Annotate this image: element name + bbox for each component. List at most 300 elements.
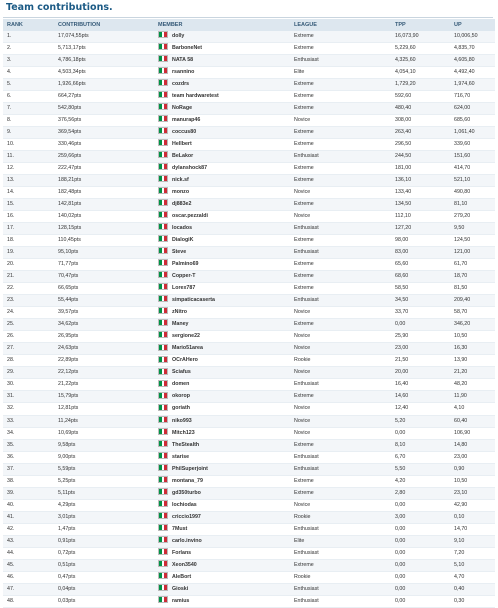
- up-cell: 14,80: [450, 439, 495, 451]
- contribution-cell: 9,00pts: [54, 451, 154, 463]
- up-cell: 9,10: [450, 535, 495, 547]
- contribution-cell: 188,21pts: [54, 175, 154, 187]
- contribution-cell: 369,54pts: [54, 127, 154, 139]
- contribution-cell: 376,56pts: [54, 115, 154, 127]
- member-link[interactable]: [154, 295, 290, 307]
- member-link[interactable]: [154, 403, 290, 415]
- member-name[interactable]: Hellbert: [172, 141, 192, 148]
- member-name[interactable]: sergione22: [172, 333, 200, 340]
- table-row: [3, 55, 495, 67]
- league-cell: Extreme: [290, 559, 391, 571]
- contribution-cell: 17,074,55pts: [54, 31, 154, 43]
- member-link[interactable]: [154, 499, 290, 511]
- table-row: [3, 427, 495, 439]
- league-cell: Rookie: [290, 355, 391, 367]
- league-cell: Enthusiast: [290, 151, 391, 163]
- up-cell: 48,20: [450, 379, 495, 391]
- contribution-cell: 142,81pts: [54, 199, 154, 211]
- member-link[interactable]: [154, 583, 290, 595]
- league-cell: Novice: [290, 367, 391, 379]
- member-link[interactable]: [154, 451, 290, 463]
- member-name[interactable]: simpaticacaserta: [172, 297, 215, 304]
- column-header-contribution[interactable]: CONTRIBUTION: [54, 19, 154, 31]
- up-cell: 346,20: [450, 319, 495, 331]
- italy-flag-icon: [158, 584, 168, 591]
- league-cell: Novice: [290, 211, 391, 223]
- member-name[interactable]: AleBort: [172, 573, 192, 580]
- contribution-cell: 5,59pts: [54, 463, 154, 475]
- up-cell: 4,605,80: [450, 55, 495, 67]
- member-link[interactable]: [154, 199, 290, 211]
- rank-cell: 1.: [3, 31, 54, 43]
- table-row: [3, 559, 495, 571]
- member-name[interactable]: oscar.pezzaldi: [172, 213, 208, 220]
- contribution-cell: 5,713,17pts: [54, 43, 154, 55]
- contribution-cell: 330,46pts: [54, 139, 154, 151]
- member-link[interactable]: [154, 271, 290, 283]
- tpp-cell: 0,00: [391, 427, 450, 439]
- tpp-cell: 0,00: [391, 319, 450, 331]
- member-name[interactable]: NATA 58: [172, 57, 194, 64]
- table-row: [3, 235, 495, 247]
- member-link[interactable]: [154, 463, 290, 475]
- member-name[interactable]: dj883e2: [172, 201, 192, 208]
- member-name[interactable]: Copper-T: [172, 273, 196, 280]
- italy-flag-icon: [158, 404, 168, 411]
- member-name[interactable]: locados: [172, 225, 193, 232]
- rank-cell: 46.: [3, 571, 54, 583]
- member-name[interactable]: Mitch123: [172, 429, 195, 436]
- up-cell: 60,40: [450, 415, 495, 427]
- table-row: [3, 331, 495, 343]
- league-cell: Extreme: [290, 475, 391, 487]
- league-cell: Extreme: [290, 199, 391, 211]
- table-row: [3, 319, 495, 331]
- tpp-cell: 4,20: [391, 475, 450, 487]
- member-link[interactable]: [154, 115, 290, 127]
- italy-flag-icon: [158, 319, 168, 326]
- rank-cell: 13.: [3, 175, 54, 187]
- member-link[interactable]: [154, 139, 290, 151]
- member-name[interactable]: BeLakor: [172, 153, 194, 160]
- table-row: [3, 499, 495, 511]
- rank-cell: 2.: [3, 43, 54, 55]
- member-link[interactable]: [154, 547, 290, 559]
- table-row: [3, 139, 495, 151]
- italy-flag-icon: [158, 452, 168, 459]
- member-name[interactable]: Maney: [172, 321, 189, 328]
- member-name[interactable]: cozdrs: [172, 81, 190, 88]
- member-link[interactable]: [154, 79, 290, 91]
- table-row: [3, 91, 495, 103]
- table-row: [3, 475, 495, 487]
- rank-cell: 42.: [3, 523, 54, 535]
- member-name[interactable]: monzo: [172, 189, 190, 196]
- rank-cell: 41.: [3, 511, 54, 523]
- column-header-member[interactable]: MEMBER: [154, 19, 290, 31]
- tpp-cell: 16,073,90: [391, 31, 450, 43]
- league-cell: Enthusiast: [290, 523, 391, 535]
- member-name[interactable]: Forlans: [172, 549, 192, 556]
- italy-flag-icon: [158, 175, 168, 182]
- league-cell: Extreme: [290, 127, 391, 139]
- tpp-cell: 20,00: [391, 367, 450, 379]
- up-cell: 106,90: [450, 427, 495, 439]
- member-link[interactable]: [154, 55, 290, 67]
- table-row: [3, 115, 495, 127]
- member-name[interactable]: Palmino69: [172, 261, 199, 268]
- tpp-cell: 14,60: [391, 391, 450, 403]
- tpp-cell: 244,50: [391, 151, 450, 163]
- contribution-cell: 95,10pts: [54, 247, 154, 259]
- league-cell: Enthusiast: [290, 463, 391, 475]
- up-cell: 1,974,60: [450, 79, 495, 91]
- member-name[interactable]: TheStealth: [172, 441, 200, 448]
- up-cell: 0,30: [450, 595, 495, 607]
- member-name[interactable]: Xeon3540: [172, 561, 197, 568]
- rank-cell: 29.: [3, 367, 54, 379]
- tpp-cell: 0,00: [391, 535, 450, 547]
- italy-flag-icon: [158, 103, 168, 110]
- page-title: Team contributions.: [6, 2, 113, 13]
- member-name[interactable]: Lorex787: [172, 285, 196, 292]
- rank-cell: 8.: [3, 115, 54, 127]
- member-link[interactable]: [154, 43, 290, 55]
- member-link[interactable]: [154, 235, 290, 247]
- member-name[interactable]: niko993: [172, 417, 192, 424]
- member-link[interactable]: [154, 247, 290, 259]
- up-cell: 18,70: [450, 271, 495, 283]
- rank-cell: 37.: [3, 463, 54, 475]
- league-cell: Enthusiast: [290, 247, 391, 259]
- table-row: [3, 283, 495, 295]
- rank-cell: 7.: [3, 103, 54, 115]
- member-link[interactable]: [154, 67, 290, 79]
- member-name[interactable]: manurap46: [172, 117, 201, 124]
- tpp-cell: 4,325,60: [391, 55, 450, 67]
- tpp-cell: 3,00: [391, 511, 450, 523]
- member-link[interactable]: [154, 211, 290, 223]
- contribution-cell: 15,79pts: [54, 391, 154, 403]
- member-link[interactable]: [154, 427, 290, 439]
- contribution-cell: 140,02pts: [54, 211, 154, 223]
- table-row: [3, 595, 495, 607]
- tpp-cell: 2,80: [391, 487, 450, 499]
- member-link[interactable]: [154, 475, 290, 487]
- member-link[interactable]: [154, 487, 290, 499]
- up-cell: 414,70: [450, 163, 495, 175]
- italy-flag-icon: [158, 79, 168, 86]
- table-row: [3, 151, 495, 163]
- member-link[interactable]: [154, 307, 290, 319]
- column-header-rank[interactable]: RANK: [3, 19, 54, 31]
- rank-cell: 32.: [3, 403, 54, 415]
- table-row: [3, 583, 495, 595]
- table-row: [3, 247, 495, 259]
- contribution-cell: 10,69pts: [54, 427, 154, 439]
- contribution-cell: 1,926,66pts: [54, 79, 154, 91]
- table-row: [3, 103, 495, 115]
- up-cell: 5,10: [450, 559, 495, 571]
- table-row: [3, 535, 495, 547]
- member-name[interactable]: goriath: [172, 405, 190, 412]
- member-link[interactable]: [154, 559, 290, 571]
- rank-cell: 34.: [3, 427, 54, 439]
- member-link[interactable]: [154, 127, 290, 139]
- up-cell: 624,00: [450, 103, 495, 115]
- tpp-cell: 34,50: [391, 295, 450, 307]
- table-row: [3, 211, 495, 223]
- member-name[interactable]: OCrAHero: [172, 357, 198, 364]
- member-link[interactable]: [154, 223, 290, 235]
- tpp-cell: 1,729,20: [391, 79, 450, 91]
- league-cell: Extreme: [290, 487, 391, 499]
- up-cell: 0,90: [450, 463, 495, 475]
- table-row: [3, 415, 495, 427]
- rank-cell: 45.: [3, 559, 54, 571]
- member-name[interactable]: Steve: [172, 249, 187, 256]
- rank-cell: 33.: [3, 415, 54, 427]
- up-cell: 521,10: [450, 175, 495, 187]
- tpp-cell: 480,40: [391, 103, 450, 115]
- league-cell: Novice: [290, 187, 391, 199]
- member-link[interactable]: [154, 151, 290, 163]
- member-name[interactable]: Sciafus: [172, 369, 191, 376]
- member-link[interactable]: [154, 331, 290, 343]
- member-link[interactable]: [154, 259, 290, 271]
- italy-flag-icon: [158, 500, 168, 507]
- tpp-cell: 592,60: [391, 91, 450, 103]
- member-name[interactable]: lochiodas: [172, 501, 197, 508]
- italy-flag-icon: [158, 91, 168, 98]
- table-row: [3, 79, 495, 91]
- contribution-cell: 5,25pts: [54, 475, 154, 487]
- up-cell: 11,90: [450, 391, 495, 403]
- contribution-cell: 4,786,18pts: [54, 55, 154, 67]
- up-cell: 23,00: [450, 451, 495, 463]
- league-cell: Novice: [290, 115, 391, 127]
- rank-cell: 15.: [3, 199, 54, 211]
- up-cell: 4,70: [450, 571, 495, 583]
- italy-flag-icon: [158, 416, 168, 423]
- member-name[interactable]: 7Must: [172, 525, 188, 532]
- italy-flag-icon: [158, 271, 168, 278]
- member-link[interactable]: [154, 283, 290, 295]
- member-link[interactable]: [154, 175, 290, 187]
- table-row: [3, 295, 495, 307]
- contribution-cell: 22,12pts: [54, 367, 154, 379]
- member-link[interactable]: [154, 535, 290, 547]
- league-cell: Extreme: [290, 79, 391, 91]
- tpp-cell: 127,20: [391, 223, 450, 235]
- rank-cell: 25.: [3, 319, 54, 331]
- up-cell: 81,50: [450, 283, 495, 295]
- member-name[interactable]: Gioski: [172, 585, 189, 592]
- up-cell: 10,50: [450, 475, 495, 487]
- up-cell: 16,30: [450, 343, 495, 355]
- rank-cell: 31.: [3, 391, 54, 403]
- member-name[interactable]: gd350turbo: [172, 489, 201, 496]
- table-row: [3, 439, 495, 451]
- league-cell: Enthusiast: [290, 295, 391, 307]
- italy-flag-icon: [158, 331, 168, 338]
- member-link[interactable]: [154, 103, 290, 115]
- up-cell: 0,10: [450, 511, 495, 523]
- rank-cell: 5.: [3, 79, 54, 91]
- contribution-cell: 66,65pts: [54, 283, 154, 295]
- tpp-cell: 5,50: [391, 463, 450, 475]
- league-cell: Extreme: [290, 43, 391, 55]
- league-cell: Extreme: [290, 175, 391, 187]
- member-name[interactable]: DialogiK: [172, 237, 194, 244]
- league-cell: Extreme: [290, 259, 391, 271]
- member-name[interactable]: dylanshock87: [172, 165, 208, 172]
- member-link[interactable]: [154, 595, 290, 607]
- league-cell: Novice: [290, 307, 391, 319]
- tpp-cell: 8,10: [391, 439, 450, 451]
- member-link[interactable]: [154, 379, 290, 391]
- league-cell: Novice: [290, 343, 391, 355]
- league-cell: Extreme: [290, 31, 391, 43]
- rank-cell: 19.: [3, 247, 54, 259]
- italy-flag-icon: [158, 43, 168, 50]
- member-link[interactable]: [154, 523, 290, 535]
- italy-flag-icon: [158, 199, 168, 206]
- member-link[interactable]: [154, 511, 290, 523]
- member-name[interactable]: starise: [172, 453, 190, 460]
- member-name[interactable]: NoRage: [172, 105, 193, 112]
- column-header-tpp[interactable]: TPP: [391, 19, 450, 31]
- member-name[interactable]: nick.sf: [172, 177, 189, 184]
- tpp-cell: 65,60: [391, 259, 450, 271]
- member-link[interactable]: [154, 391, 290, 403]
- league-cell: Elite: [290, 535, 391, 547]
- contribution-cell: 259,66pts: [54, 151, 154, 163]
- table-row: [3, 343, 495, 355]
- contribution-cell: 3,01pts: [54, 511, 154, 523]
- column-header-up[interactable]: UP: [450, 19, 495, 31]
- league-cell: Extreme: [290, 91, 391, 103]
- italy-flag-icon: [158, 380, 168, 387]
- member-link[interactable]: [154, 163, 290, 175]
- rank-cell: 28.: [3, 355, 54, 367]
- member-name[interactable]: PhilSuperjoint: [172, 465, 208, 472]
- up-cell: 151,60: [450, 151, 495, 163]
- member-link[interactable]: [154, 415, 290, 427]
- italy-flag-icon: [158, 259, 168, 266]
- league-cell: Elite: [290, 67, 391, 79]
- tpp-cell: 5,229,60: [391, 43, 450, 55]
- tpp-cell: 23,00: [391, 343, 450, 355]
- italy-flag-icon: [158, 368, 168, 375]
- member-name[interactable]: zNitro: [172, 309, 188, 316]
- member-name[interactable]: okorop: [172, 393, 190, 400]
- table-row: [3, 199, 495, 211]
- italy-flag-icon: [158, 548, 168, 555]
- member-name[interactable]: montana_79: [172, 477, 203, 484]
- member-name[interactable]: domen: [172, 381, 190, 388]
- member-link[interactable]: [154, 571, 290, 583]
- italy-flag-icon: [158, 428, 168, 435]
- up-cell: 58,70: [450, 307, 495, 319]
- member-link[interactable]: [154, 187, 290, 199]
- rank-cell: 6.: [3, 91, 54, 103]
- italy-flag-icon: [158, 560, 168, 567]
- member-name[interactable]: team hardwaretest: [172, 93, 219, 100]
- league-cell: Novice: [290, 499, 391, 511]
- member-name[interactable]: ramius: [172, 597, 190, 604]
- league-cell: Novice: [290, 415, 391, 427]
- up-cell: 7,20: [450, 547, 495, 559]
- rank-cell: 22.: [3, 283, 54, 295]
- table-row: [3, 187, 495, 199]
- rank-cell: 4.: [3, 67, 54, 79]
- tpp-cell: 33,70: [391, 307, 450, 319]
- member-link[interactable]: [154, 319, 290, 331]
- member-link[interactable]: [154, 355, 290, 367]
- league-cell: Rookie: [290, 571, 391, 583]
- table-row: [3, 67, 495, 79]
- league-cell: Extreme: [290, 103, 391, 115]
- member-name[interactable]: carlo.invino: [172, 537, 202, 544]
- up-cell: 490,80: [450, 187, 495, 199]
- member-name[interactable]: BarboneNet: [172, 45, 203, 52]
- tpp-cell: 12,40: [391, 403, 450, 415]
- tpp-cell: 0,00: [391, 595, 450, 607]
- table-body: [3, 31, 495, 607]
- table-row: [3, 259, 495, 271]
- rank-cell: 39.: [3, 487, 54, 499]
- member-link[interactable]: [154, 367, 290, 379]
- table-row: [3, 403, 495, 415]
- rank-cell: 35.: [3, 439, 54, 451]
- member-name[interactable]: coccus80: [172, 129, 197, 136]
- up-cell: 9,50: [450, 223, 495, 235]
- column-header-league[interactable]: LEAGUE: [290, 19, 391, 31]
- tpp-cell: 83,00: [391, 247, 450, 259]
- contribution-cell: 21,22pts: [54, 379, 154, 391]
- rank-cell: 30.: [3, 379, 54, 391]
- member-name[interactable]: criccio1997: [172, 513, 201, 520]
- tpp-cell: 0,00: [391, 583, 450, 595]
- contribution-cell: 55,44pts: [54, 295, 154, 307]
- tpp-cell: 68,60: [391, 271, 450, 283]
- tpp-cell: 0,00: [391, 499, 450, 511]
- tpp-cell: 25,90: [391, 331, 450, 343]
- contribution-cell: 71,77pts: [54, 259, 154, 271]
- rank-cell: 17.: [3, 223, 54, 235]
- title-divider: [3, 17, 493, 18]
- rank-cell: 40.: [3, 499, 54, 511]
- italy-flag-icon: [158, 356, 168, 363]
- member-link[interactable]: [154, 31, 290, 43]
- member-link[interactable]: [154, 439, 290, 451]
- table-row: [3, 391, 495, 403]
- contribution-cell: 11,24pts: [54, 415, 154, 427]
- league-cell: Extreme: [290, 439, 391, 451]
- league-cell: Rookie: [290, 511, 391, 523]
- member-name[interactable]: Mario51area: [172, 345, 203, 352]
- league-cell: Extreme: [290, 283, 391, 295]
- member-link[interactable]: [154, 343, 290, 355]
- member-link[interactable]: [154, 91, 290, 103]
- member-name[interactable]: rsannino: [172, 69, 195, 76]
- rank-cell: 36.: [3, 451, 54, 463]
- league-cell: Enthusiast: [290, 595, 391, 607]
- member-name[interactable]: dolly: [172, 33, 185, 39]
- rank-cell: 9.: [3, 127, 54, 139]
- italy-flag-icon: [158, 392, 168, 399]
